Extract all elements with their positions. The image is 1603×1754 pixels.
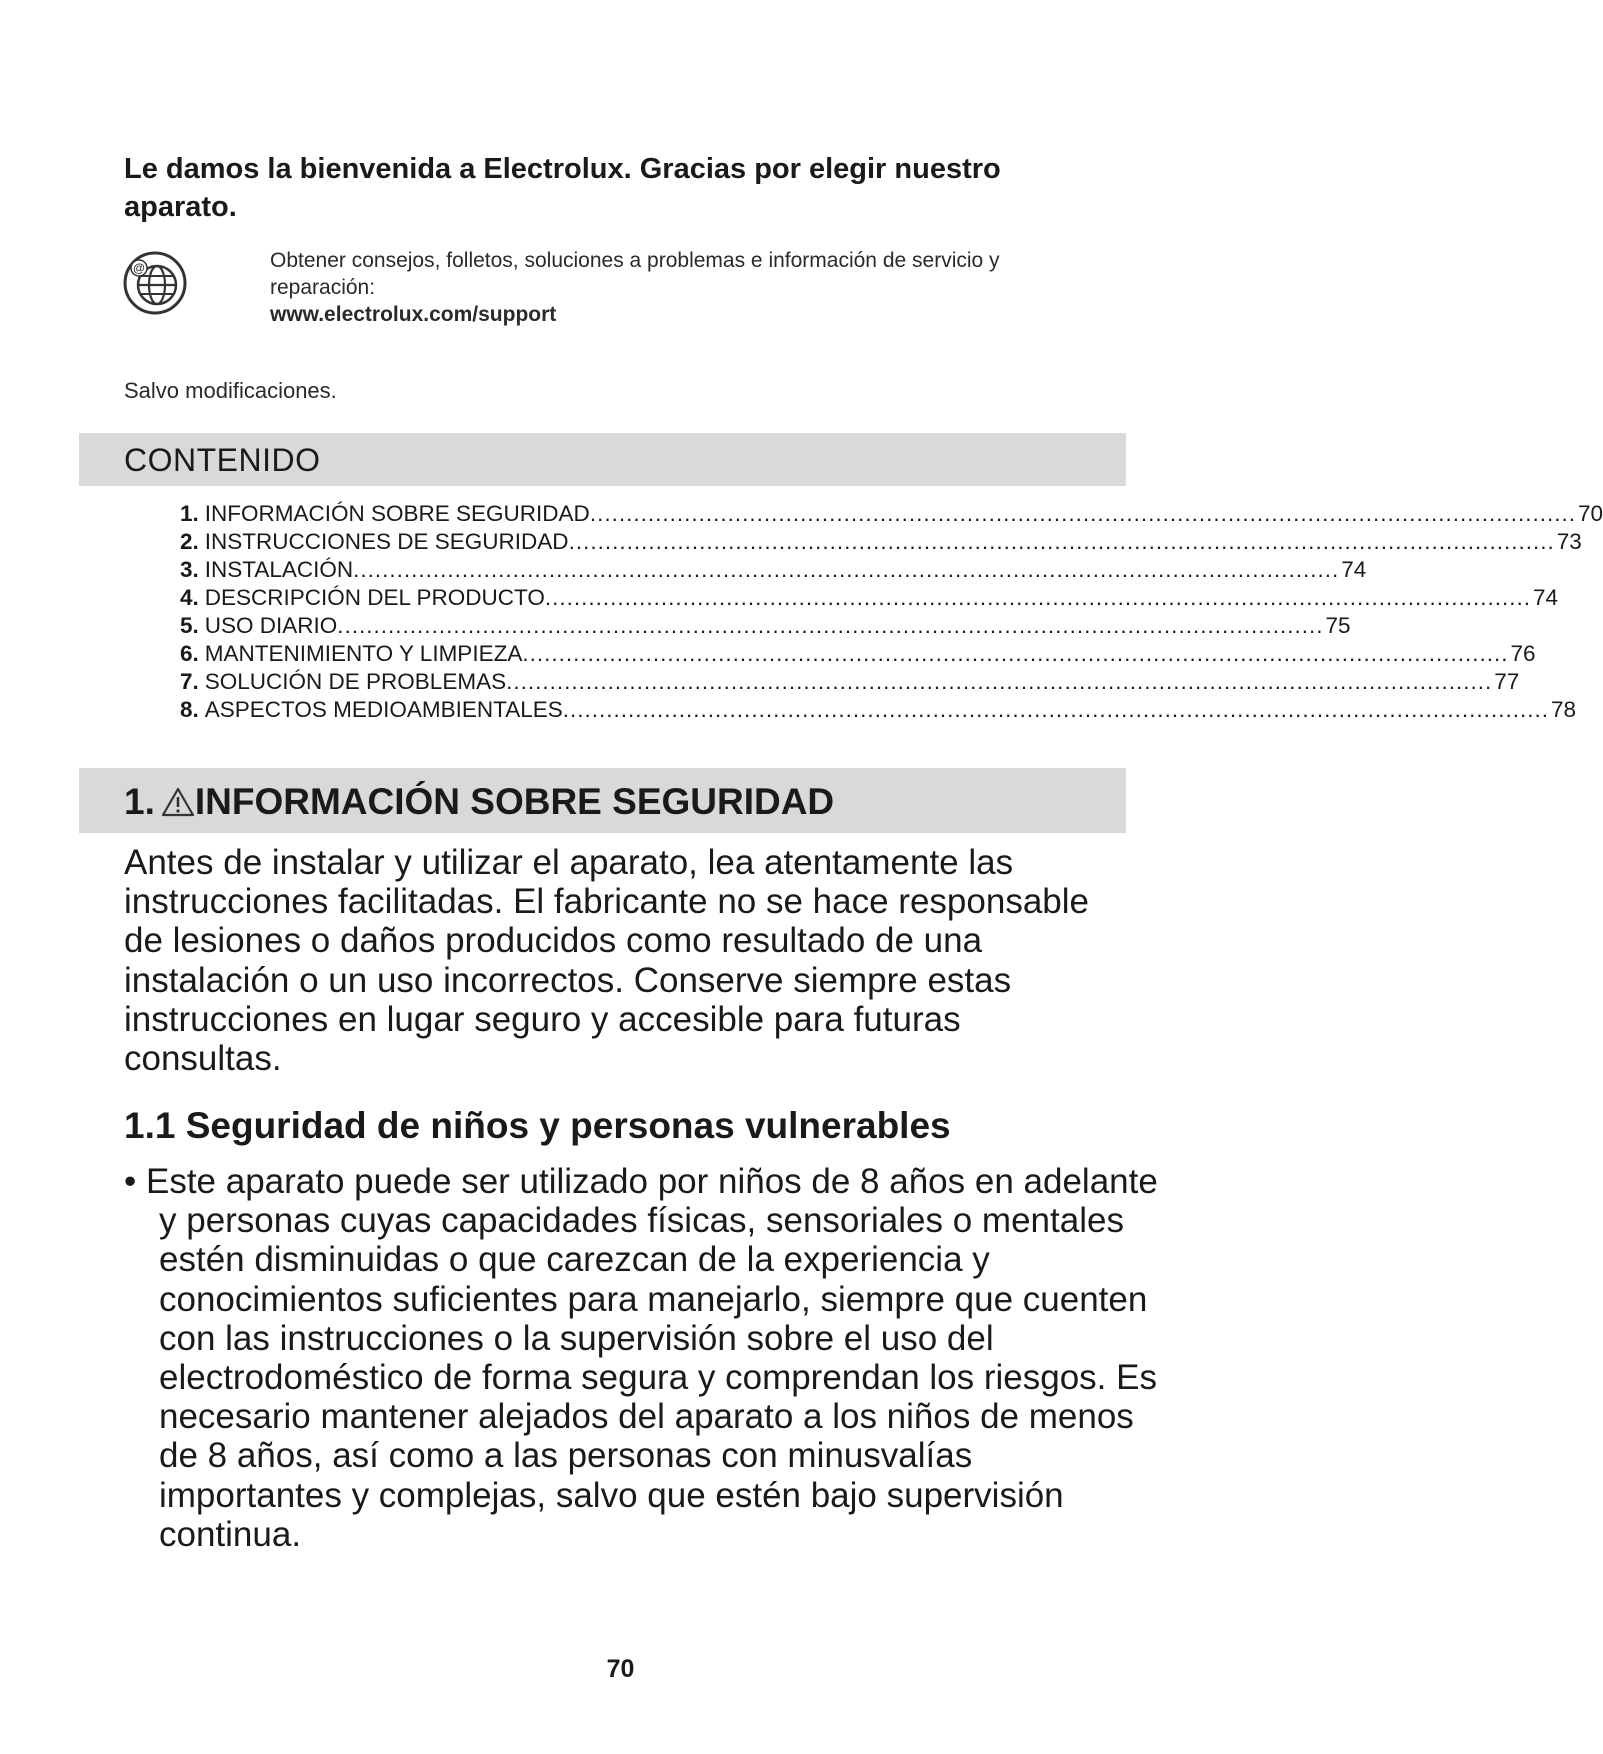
section-header-band xyxy=(79,768,1126,833)
section-title-text: INFORMACIÓN SOBRE SEGURIDAD xyxy=(194,781,835,822)
section-intro: Antes de instalar y utilizar el aparato, lea atentamente las instrucciones facilitadas. El fabricante no se hace responsable de lesiones o daños producidos como resultado de una instalación o un uso incorrectos. Conserve siempre estas instrucciones en lugar seguro y accesible para futuras consultas. xyxy=(124,843,1089,1079)
toc-item-number: 3. xyxy=(180,557,199,582)
subsection-title: 1.1 Seguridad de niños y personas vulnerables xyxy=(124,1105,951,1146)
toc-item[interactable] xyxy=(180,528,1582,556)
contents-title: CONTENIDO xyxy=(124,442,321,478)
bullet-item: • Este aparato puede ser utilizado por niños de 8 años en adelante y personas cuyas capacidades físicas, sensoriales o mentales estén disminuidas o que carezcan de la experiencia y conocimientos suficientes para manejarlo, siempre que cuenten con las instrucciones o la supervisión sobre el uso del electrodoméstico de forma segura y comprendan los riesgos. Es necesario mantener alejados del aparato a los niños de menos de 8 años, así como a las personas con minusvalías importantes y complejas, salvo que estén bajo supervisión continua. xyxy=(124,1162,1158,1554)
toc-leader-dots: ........................................................................................................................................ xyxy=(337,613,1324,638)
toc-item[interactable] xyxy=(180,696,1576,724)
modifications-notice: Salvo modificaciones. xyxy=(124,378,337,403)
toc-item-number: 6. xyxy=(180,641,199,666)
contents-header-band xyxy=(79,433,1126,486)
toc-item-page: 77 xyxy=(1494,669,1520,694)
toc-item-label: INFORMACIÓN SOBRE SEGURIDAD xyxy=(204,501,590,526)
toc-item-page: 73 xyxy=(1556,529,1582,554)
toc-item-number: 2. xyxy=(180,529,199,554)
section-number: 1. xyxy=(124,781,155,822)
toc-item-number: 5. xyxy=(180,613,199,638)
table-of-contents xyxy=(180,500,1603,724)
support-link[interactable]: www.electrolux.com/support xyxy=(270,303,557,326)
toc-item-number: 8. xyxy=(180,697,199,722)
toc-item-label: ASPECTOS MEDIOAMBIENTALES xyxy=(204,697,563,722)
support-text: Obtener consejos, folletos, soluciones a problemas e información de servicio y reparación: xyxy=(270,249,1000,299)
toc-item-page: 70 xyxy=(1577,501,1603,526)
toc-leader-dots: ........................................................................................................................................ xyxy=(562,697,1549,722)
toc-item[interactable] xyxy=(180,668,1520,696)
welcome-heading: Le damos la bienvenida a Electrolux. Gracias por elegir nuestro aparato. xyxy=(124,153,1001,223)
toc-leader-dots: ........................................................................................................................................ xyxy=(506,669,1493,694)
page-number: 70 xyxy=(606,1655,635,1683)
toc-item-page: 75 xyxy=(1325,613,1351,638)
section-title xyxy=(124,781,834,823)
toc-item-number: 4. xyxy=(180,585,199,610)
toc-item-label: INSTRUCCIONES DE SEGURIDAD xyxy=(204,529,569,554)
toc-leader-dots: ........................................................................................................................................ xyxy=(522,641,1509,666)
toc-item[interactable] xyxy=(180,500,1603,528)
toc-item-number: 7. xyxy=(180,669,199,694)
toc-item-label: MANTENIMIENTO Y LIMPIEZA xyxy=(204,641,523,666)
toc-item[interactable] xyxy=(180,556,1367,584)
warning-triangle-icon xyxy=(161,787,195,817)
toc-item[interactable] xyxy=(180,584,1559,612)
svg-text:@: @ xyxy=(133,261,145,275)
toc-item[interactable] xyxy=(180,640,1536,668)
support-info xyxy=(270,247,1090,328)
toc-item-page: 74 xyxy=(1341,557,1367,582)
toc-item-label: USO DIARIO xyxy=(204,613,338,638)
toc-item-page: 74 xyxy=(1533,585,1559,610)
toc-item-page: 76 xyxy=(1510,641,1536,666)
toc-leader-dots: ........................................................................................................................................ xyxy=(589,501,1576,526)
toc-item-label: INSTALACIÓN xyxy=(204,557,354,582)
toc-leader-dots: ........................................................................................................................................ xyxy=(568,529,1555,554)
globe-web-icon xyxy=(122,250,188,316)
toc-item-label: DESCRIPCIÓN DEL PRODUCTO xyxy=(204,585,545,610)
toc-item-label: SOLUCIÓN DE PROBLEMAS xyxy=(204,669,507,694)
toc-leader-dots: ........................................................................................................................................ xyxy=(353,557,1340,582)
toc-item-page: 78 xyxy=(1550,697,1576,722)
toc-item-number: 1. xyxy=(180,501,199,526)
toc-item[interactable] xyxy=(180,612,1351,640)
toc-leader-dots: ........................................................................................................................................ xyxy=(544,585,1531,610)
